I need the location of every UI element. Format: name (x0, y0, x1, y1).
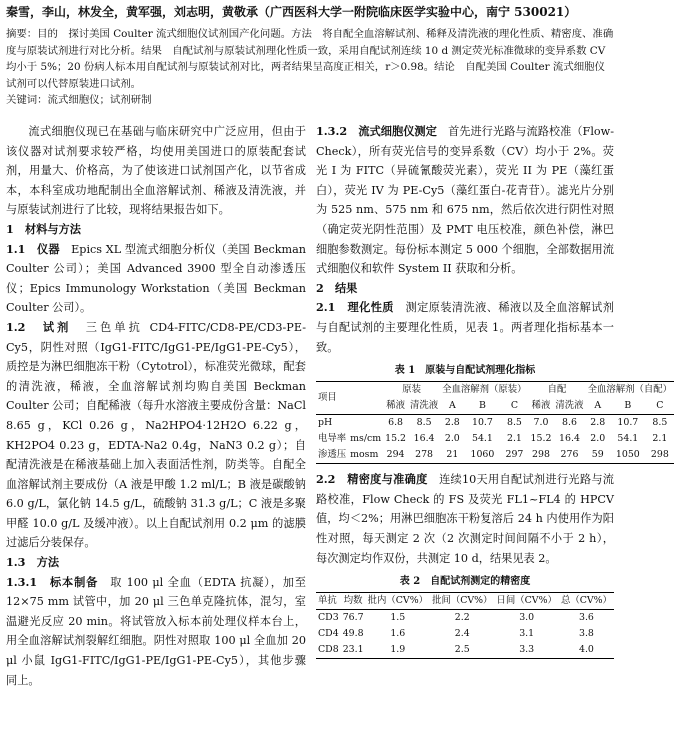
t1-subhead-4: C (500, 398, 528, 415)
t1-subhead-6: 清洗液 (553, 398, 585, 415)
intro-paragraph: 流式细胞仪现已在基础与临床研究中广泛应用，但由于该仪器对试剂要求较严格，均使用美国进口的原装配套试剂，用量大、价格高，为了使该进口试剂国产化，以节省成本，本科室成功地配制出全血溶解试剂、稀液及清洗液，并与原装试剂进行了比较，现将结果报告如下。 (6, 125, 306, 217)
t1-cell: 276 (553, 447, 585, 464)
t2-cell: 76.7 (342, 612, 364, 624)
t2-cell: 49.8 (342, 628, 364, 640)
paragraph-2-2 (316, 470, 614, 568)
table-2 (316, 592, 614, 659)
t2-cell: 23.1 (341, 642, 366, 659)
t2-cell: 3.6 (578, 612, 594, 624)
t1-cell: 2.1 (506, 433, 522, 445)
t2-head-0: 单抗 (316, 593, 341, 610)
text-1-2: 三色单抗 CD4-FITC/CD8-PE/CD3-PE-Cy5，阴性对照（IgG1-FITC/IgG1-PE/IgG1-PE-Cy5），质控是为淋巴细胞冻干粉（Cytotrol），标准荧光微球，配套的清洗液，稀液，全血溶解试剂均购自美国 Beckman Coulter 公司；自配稀液（每升水溶液主要成份含量：NaCl 8.65 g，KCl 0.26 g，Na2HPO4·12H2O 6.22 g，KH2PO4 0.23 g，EDTA-Na2 0.4g，NaN3 0.2 g）；自配清洗液是在稀液基础上加入表面活性剂，防类等。自配全血溶解试剂主要成份（A 液是甲酸 1.2 ml/L；B 液是碳酸钠 6.0 g/L，氯化钠 14.5 g/L，硫酸钠 31.3 g/L；C 液是多聚甲醛 10.0 g/L 及缓冲液）。以上自配试剂用 0.2 μm 的滤膜过滤后分装保存。 (6, 320, 306, 550)
heading-1-3-2: 1.3.2 流式细胞仪测定 (316, 124, 437, 138)
text-1-3-2: 首先进行光路与流路校准（Flow-Check），所有荧光信号的变异系数（CV）均小于 2%。荧光 I 为 FITC（异硫氰酸荧光素），荧光 II 为 PE（藻红蛋白），荧光 IV 为 PE-Cy5（藻红蛋白-花青苷）。滤光片分别为 525 nm、575 nm 和 675 nm，然后依次进行阴性对照（确定荧光阴性范围）及 PMT 电压校准，颜色补偿，淋巴细胞参数测定。每份标本测定 5 000 个细胞，全部数据用流式细胞仪和软件 System II 获取和分析。 (316, 125, 614, 276)
t1-cell: 2.1 (652, 433, 668, 445)
t1-cell: 54.1 (471, 433, 493, 445)
table-row (316, 642, 614, 659)
left-column (6, 122, 306, 690)
table-row (316, 610, 614, 627)
t1-cell: 1050 (610, 447, 646, 464)
t1-cell: 1060 (465, 447, 501, 464)
t2-cell: 3.1 (519, 628, 535, 640)
t1-cell: 2.8 (590, 417, 606, 429)
t1-subhead-9: C (646, 398, 674, 415)
t2-cell: 3.0 (519, 612, 535, 624)
t2-cell: CD8 (316, 642, 341, 659)
t2-cell: 1.6 (390, 628, 406, 640)
t1-head-lyse-orig: 全血溶解剂（原装） (440, 382, 528, 399)
t1-row-unit (348, 415, 383, 432)
t1-row-name: 电导率 (318, 433, 347, 445)
t1-cell: 6.8 (388, 417, 404, 429)
text-1-1: Epics XL 型流式细胞分析仪（美国 Beckman Coulter 公司）；美国 Advanced 3900 型全自动渗透压仪；Epics Immunology Workstation（美国 Beckman Coulter 公司）。 (6, 242, 306, 315)
t2-head-2: 批内（CV%） (366, 593, 430, 610)
t2-cell: 3.3 (494, 642, 558, 659)
t1-cell: 16.4 (559, 433, 580, 445)
t1-subhead-8: B (610, 398, 646, 415)
t2-head-3: 批间（CV%） (430, 593, 494, 610)
t1-cell: 15.2 (385, 433, 407, 445)
heading-2-2: 2.2 精密度与准确度 (316, 472, 428, 487)
t2-cell: CD3 (318, 612, 339, 624)
t1-cell: 8.5 (652, 417, 668, 429)
t2-cell: 2.2 (454, 612, 470, 624)
t1-subhead-5: 稀液 (529, 398, 554, 415)
t2-cell: 2.4 (454, 628, 470, 640)
t1-row-name: pH (318, 417, 333, 429)
table-row (316, 447, 674, 464)
t1-cell: 297 (500, 447, 528, 464)
t1-row-unit: ms/cm (350, 433, 382, 445)
t1-head-item: 项目 (316, 382, 383, 415)
table-row (316, 626, 614, 642)
text-2-1: 测定原装清洗液、稀液以及全血溶解试剂与自配试剂的主要理化性质，见表 1。两者理化指标基本一致。 (316, 301, 614, 354)
paragraph-1-3-2 (316, 122, 614, 279)
table-row (316, 415, 674, 432)
abstract-block (6, 26, 614, 109)
t1-cell: 15.2 (530, 433, 552, 445)
t1-subhead-3: B (465, 398, 501, 415)
t1-row-name: 渗透压 (316, 447, 348, 464)
t1-cell: 7.0 (533, 417, 549, 429)
section-heading-1: 1 材料与方法 (6, 221, 81, 236)
t1-subhead-1: 清洗液 (408, 398, 440, 415)
t2-head-1: 均数 (341, 593, 366, 610)
t1-cell: 2.0 (444, 433, 460, 445)
t1-cell: 8.5 (416, 417, 432, 429)
t1-subhead-7: A (586, 398, 610, 415)
heading-1-3-1: 1.3.1 标本制备 (6, 574, 99, 589)
t1-cell: 2.8 (444, 417, 460, 429)
paragraph-1-3-1 (6, 573, 306, 691)
table-2-caption: 表 2 自配试剂测定的精密度 (399, 576, 531, 588)
t2-head-4: 日间（CV%） (494, 593, 558, 610)
right-column (316, 122, 672, 659)
t1-cell: 8.5 (506, 417, 522, 429)
t1-cell: 8.6 (562, 417, 577, 429)
table-1 (316, 381, 674, 464)
t2-cell: 1.9 (366, 642, 430, 659)
keywords: 关键词：流式细胞仪；试剂研制 (6, 94, 152, 106)
t1-cell: 16.4 (413, 433, 435, 445)
table-row (316, 431, 674, 447)
t1-cell: 2.0 (590, 433, 606, 445)
table-1-caption: 表 1 原装与自配试剂理化指标 (394, 365, 536, 377)
t1-cell: 298 (529, 447, 554, 464)
heading-2-1: 2.1 理化性质 (316, 300, 394, 315)
t2-cell: CD4 (318, 628, 339, 640)
t1-subhead-0: 稀液 (383, 398, 408, 415)
heading-1-2: 1.2 试剂 (6, 319, 72, 334)
t2-cell: 1.5 (390, 612, 406, 624)
t1-cell: 54.1 (617, 433, 639, 445)
t1-head-lyse-self: 全血溶解剂（自配） (586, 382, 674, 399)
t2-head-5: 总（CV%） (559, 593, 614, 610)
t1-cell: 10.7 (471, 417, 493, 429)
t1-head-orig: 原装 (383, 382, 440, 399)
paragraph-2-1 (316, 298, 614, 357)
t2-cell: 2.5 (430, 642, 494, 659)
t1-cell: 278 (408, 447, 440, 464)
t1-cell: 59 (586, 447, 610, 464)
t1-cell: 298 (646, 447, 674, 464)
heading-1-3: 1.3 方法 (6, 555, 60, 570)
text-1-3-1: 取 100 μl 全血（EDTA 抗凝），加至 12×75 mm 试管中，加 20 μl 三色单克隆抗体，混匀，室温避光反应 20 min。将试管放入标本前处理仪样本台上，用全血溶解试剂裂解红细胞。阴性对照取 100 μl 全血加 20 μl 小鼠 IgG1-FITC/IgG1-PE/IgG1-PE-Cy5），其他步骤同上。 (6, 575, 306, 687)
t2-cell: 3.8 (578, 628, 594, 640)
section-heading-2: 2 结果 (316, 280, 358, 295)
author-line: 秦雪，李山，林发全，黄军强，刘志明，黄敬承（广西医科大学一附院临床医学实验中心，南宁 530021） (6, 5, 577, 19)
heading-1-1: 1.1 仪器 (6, 241, 60, 256)
t1-head-self: 自配 (529, 382, 586, 399)
t1-row-unit: mosm (348, 447, 383, 464)
t2-cell: 4.0 (559, 642, 614, 659)
abstract-text: 摘要：目的 探讨美国 Coulter 流式细胞仪试剂国产化问题。方法 将自配全血溶解试剂、稀释及清洗液的理化性质、精密度、准确度与原装试剂进行对比分析。结果 自配试剂与原装试剂理化性质一致，采用自配试剂连续 10 d 测定荧光标准微球的变异系数 CV 均小于 5%；20 份病人标本用自配试剂与原装试剂对比，两者结果呈高度正相关，r＞0.98。结论 自配美国 Coulter 流式细胞仪试剂可以代替原装进口试剂。 (6, 28, 614, 90)
t1-subhead-2: A (440, 398, 464, 415)
paragraph-1-2 (6, 318, 306, 553)
t1-cell: 10.7 (617, 417, 639, 429)
paragraph-1-1 (6, 240, 306, 318)
text-2-2: 连续10天用自配试剂进行光路与流路校准，Flow Check 的 FS 及荧光 FL1~FL4 的 HPCV 值，均＜2%；用淋巴细胞冻干粉复溶后 24 h 内使用作为阳性对照，每天测定 2 次（2 次测定时间间隔不小于 2 h），每次测定均作双份，共测定 10 d，结果见表 2。 (316, 473, 614, 565)
t1-cell: 294 (383, 447, 408, 464)
t1-cell: 21 (440, 447, 464, 464)
